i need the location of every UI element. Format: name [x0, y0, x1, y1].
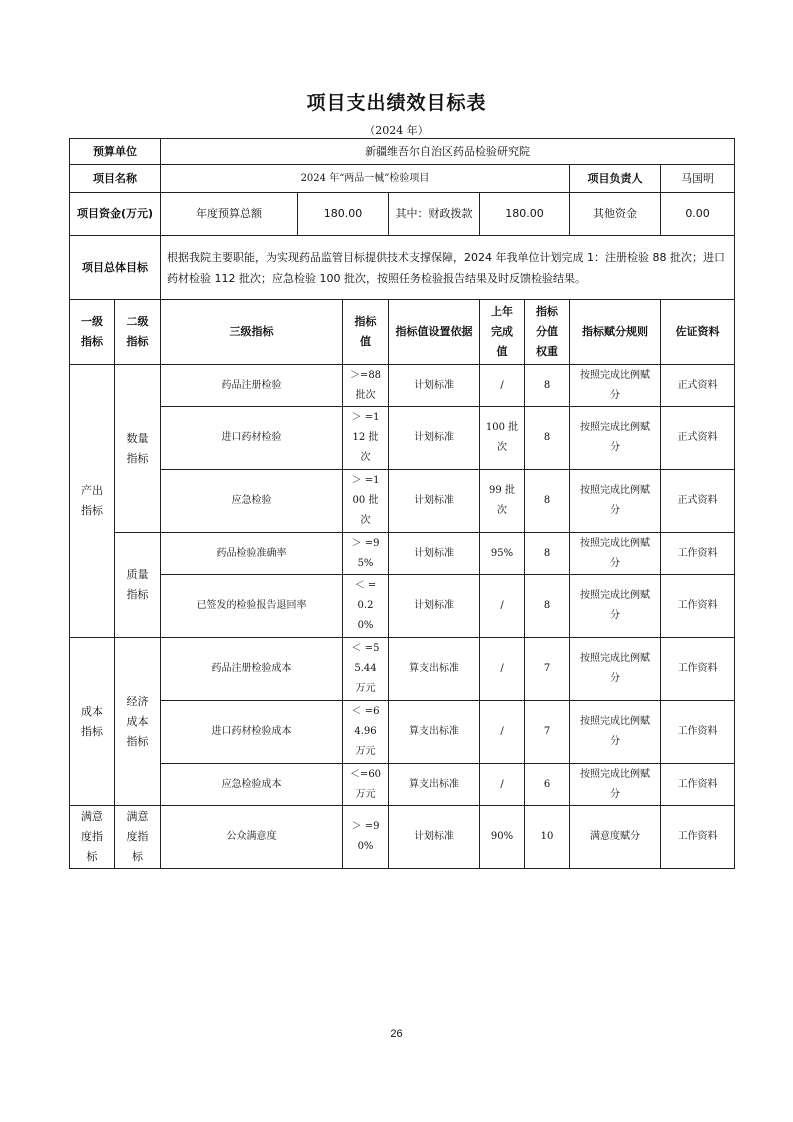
rule-cell	[570, 365, 661, 407]
performance-table	[69, 138, 735, 869]
last-year-text: 100 批次	[485, 422, 519, 453]
last-year-cell: /	[480, 764, 525, 806]
basis-cell: 计划标准	[389, 407, 480, 470]
last-year-cell: /	[480, 638, 525, 701]
value-cell	[343, 470, 389, 533]
header-weight	[525, 300, 570, 365]
rule-cell	[570, 638, 661, 701]
evidence-cell: 正式资料	[661, 407, 735, 470]
group-quantity-text: 数量指标	[126, 431, 149, 465]
project-name-label: 项目名称	[70, 165, 161, 193]
year-label: （2024 年）	[364, 124, 429, 137]
group-cost-text: 成本指标	[81, 704, 103, 738]
last-year-cell: 90%	[480, 806, 525, 869]
other-funds-value: 0.00	[661, 193, 735, 236]
table-row	[70, 806, 735, 869]
evidence-cell: 工作资料	[661, 806, 735, 869]
evidence-cell: 工作资料	[661, 575, 735, 638]
value-text: ＞ =100 批次	[351, 475, 380, 526]
table-row	[70, 764, 735, 806]
value-cell: ＞=88 批次	[343, 365, 389, 407]
header-basis-text: 指标值设置依据	[395, 325, 473, 338]
rule-text: 按照完成比例赋分	[580, 422, 650, 453]
rule-text: 按照完成比例赋分	[580, 716, 650, 747]
value-cell	[343, 764, 389, 806]
last-year-text: 99 批次	[489, 485, 515, 516]
evidence-cell: 工作资料	[661, 533, 735, 575]
group-output-text: 产出指标	[81, 484, 103, 517]
header-level3: 三级指标	[161, 300, 343, 365]
header-level1	[70, 300, 115, 365]
weight-cell: 7	[525, 638, 570, 701]
header-rule: 指标赋分规则	[570, 300, 661, 365]
weight-cell: 8	[525, 575, 570, 638]
annual-budget-label: 年度预算总额	[161, 193, 298, 236]
table-row	[70, 365, 735, 407]
weight-cell: 7	[525, 701, 570, 764]
budget-unit-value: 新疆维吾尔自治区药品检验研究院	[161, 139, 735, 165]
indicator-cell: 公众满意度	[161, 806, 343, 869]
project-name-row	[70, 165, 735, 193]
value-cell	[343, 533, 389, 575]
value-cell	[343, 701, 389, 764]
group-cost	[70, 638, 115, 806]
rule-cell	[570, 407, 661, 470]
overall-goal-row	[70, 236, 735, 300]
rule-text: 按照完成比例赋分	[580, 768, 650, 800]
value-text: ＞ =95%	[351, 537, 380, 569]
group-output	[70, 365, 115, 638]
table-row	[70, 701, 735, 764]
basis-cell: 计划标准	[389, 806, 480, 869]
indicator-cell: 已签发的检验报告退回率	[161, 575, 343, 638]
value-text: ＜ =0.20%	[354, 580, 377, 631]
table-row	[70, 470, 735, 533]
basis-cell: 计划标准	[389, 470, 480, 533]
weight-cell: 8	[525, 533, 570, 575]
project-fund-row	[70, 193, 735, 236]
indicator-cell: 药品注册检验	[161, 365, 343, 407]
evidence-cell: 工作资料	[661, 701, 735, 764]
weight-cell: 6	[525, 764, 570, 806]
basis-cell: 算支出标准	[389, 764, 480, 806]
basis-cell: 计划标准	[389, 365, 480, 407]
table-row	[70, 407, 735, 470]
basis-cell: 算支出标准	[389, 701, 480, 764]
indicator-cell: 应急检验成本	[161, 764, 343, 806]
last-year-cell: /	[480, 365, 525, 407]
fiscal-label: 其中：财政拨款	[389, 193, 480, 236]
header-level2-text: 二级指标	[126, 315, 149, 348]
header-level2	[115, 300, 161, 365]
value-text: ＜=60 万元	[349, 768, 382, 800]
rule-cell	[570, 533, 661, 575]
group-satisfaction-sub	[115, 806, 161, 869]
last-year-cell	[480, 407, 525, 470]
project-name-value: 2024 年“两品一械”检验项目	[161, 165, 570, 193]
header-weight-text: 指标分值权重	[536, 305, 558, 358]
group-satisfaction-text: 满意度指标	[81, 810, 103, 863]
rule-cell	[570, 470, 661, 533]
table-row	[70, 638, 735, 701]
rule-text: 按照完成比例赋分	[580, 369, 650, 401]
value-cell	[343, 407, 389, 470]
rule-cell	[570, 575, 661, 638]
header-level1-text: 一级指标	[81, 315, 103, 348]
header-value	[343, 300, 389, 365]
table-row	[70, 575, 735, 638]
overall-goal-value: 根据我院主要职能，为实现药品监管目标提供技术支撑保障，2024 年我单位计划完成 1：注册检验 88 批次；进口药材检验 112 批次；应急检验 100 批次，按照任务检验报告结果及时反馈检验结果。	[161, 236, 735, 300]
weight-cell: 8	[525, 407, 570, 470]
value-text: ＞ =112 批次	[351, 412, 380, 463]
last-year-cell: /	[480, 701, 525, 764]
basis-cell: 计划标准	[389, 575, 480, 638]
evidence-cell: 工作资料	[661, 638, 735, 701]
evidence-cell: 正式资料	[661, 470, 735, 533]
header-basis	[389, 300, 480, 365]
rule-cell	[570, 701, 661, 764]
page-title: 项目支出绩效目标表	[306, 92, 487, 114]
page-number: 26	[390, 1028, 403, 1040]
budget-unit-row	[70, 139, 735, 165]
basis-cell: 算支出标准	[389, 638, 480, 701]
header-row	[70, 300, 735, 365]
evidence-cell: 工作资料	[661, 764, 735, 806]
header-value-text: 指标值	[354, 315, 377, 348]
header-last-year-text: 上年完成值	[491, 305, 513, 358]
project-leader-label: 项目负责人	[570, 165, 661, 193]
value-cell	[343, 638, 389, 701]
fiscal-value: 180.00	[480, 193, 570, 236]
overall-goal-label: 项目总体目标	[70, 236, 161, 300]
rule-text: 按照完成比例赋分	[580, 485, 650, 516]
weight-cell: 10	[525, 806, 570, 869]
value-cell	[343, 806, 389, 869]
last-year-cell: 95%	[480, 533, 525, 575]
group-economic-cost-text: 经济成本指标	[126, 694, 149, 748]
evidence-cell: 正式资料	[661, 365, 735, 407]
annual-budget-value: 180.00	[298, 193, 389, 236]
group-economic-cost	[115, 638, 161, 806]
value-cell	[343, 575, 389, 638]
indicator-cell: 进口药材检验成本	[161, 701, 343, 764]
rule-text: 按照完成比例赋分	[580, 653, 650, 684]
indicator-cell: 进口药材检验	[161, 407, 343, 470]
table-row	[70, 533, 735, 575]
value-text: ＜ =55.44 万元	[351, 643, 380, 694]
group-satisfaction-sub-text: 满意度指标	[126, 810, 149, 863]
weight-cell: 8	[525, 365, 570, 407]
budget-unit-label: 预算单位	[70, 139, 161, 165]
group-satisfaction	[70, 806, 115, 869]
rule-text: 按照完成比例赋分	[580, 537, 650, 569]
weight-cell: 8	[525, 470, 570, 533]
rule-text: 按照完成比例赋分	[580, 590, 650, 621]
last-year-cell	[480, 470, 525, 533]
header-evidence: 佐证资料	[661, 300, 735, 365]
indicator-cell: 药品检验准确率	[161, 533, 343, 575]
indicator-cell: 药品注册检验成本	[161, 638, 343, 701]
value-text: ＞ =90%	[351, 821, 380, 852]
rule-cell	[570, 764, 661, 806]
project-leader-value: 马国明	[661, 165, 735, 193]
last-year-cell: /	[480, 575, 525, 638]
group-quality	[115, 533, 161, 638]
other-funds-label: 其他资金	[570, 193, 661, 236]
group-quality-text: 质量指标	[126, 568, 149, 601]
header-last-year	[480, 300, 525, 365]
indicator-cell: 应急检验	[161, 470, 343, 533]
basis-cell: 计划标准	[389, 533, 480, 575]
project-fund-label: 项目资金(万元)	[70, 193, 161, 236]
value-text: ＜ =64.96 万元	[351, 706, 380, 757]
rule-cell: 满意度赋分	[570, 806, 661, 869]
group-quantity	[115, 365, 161, 533]
